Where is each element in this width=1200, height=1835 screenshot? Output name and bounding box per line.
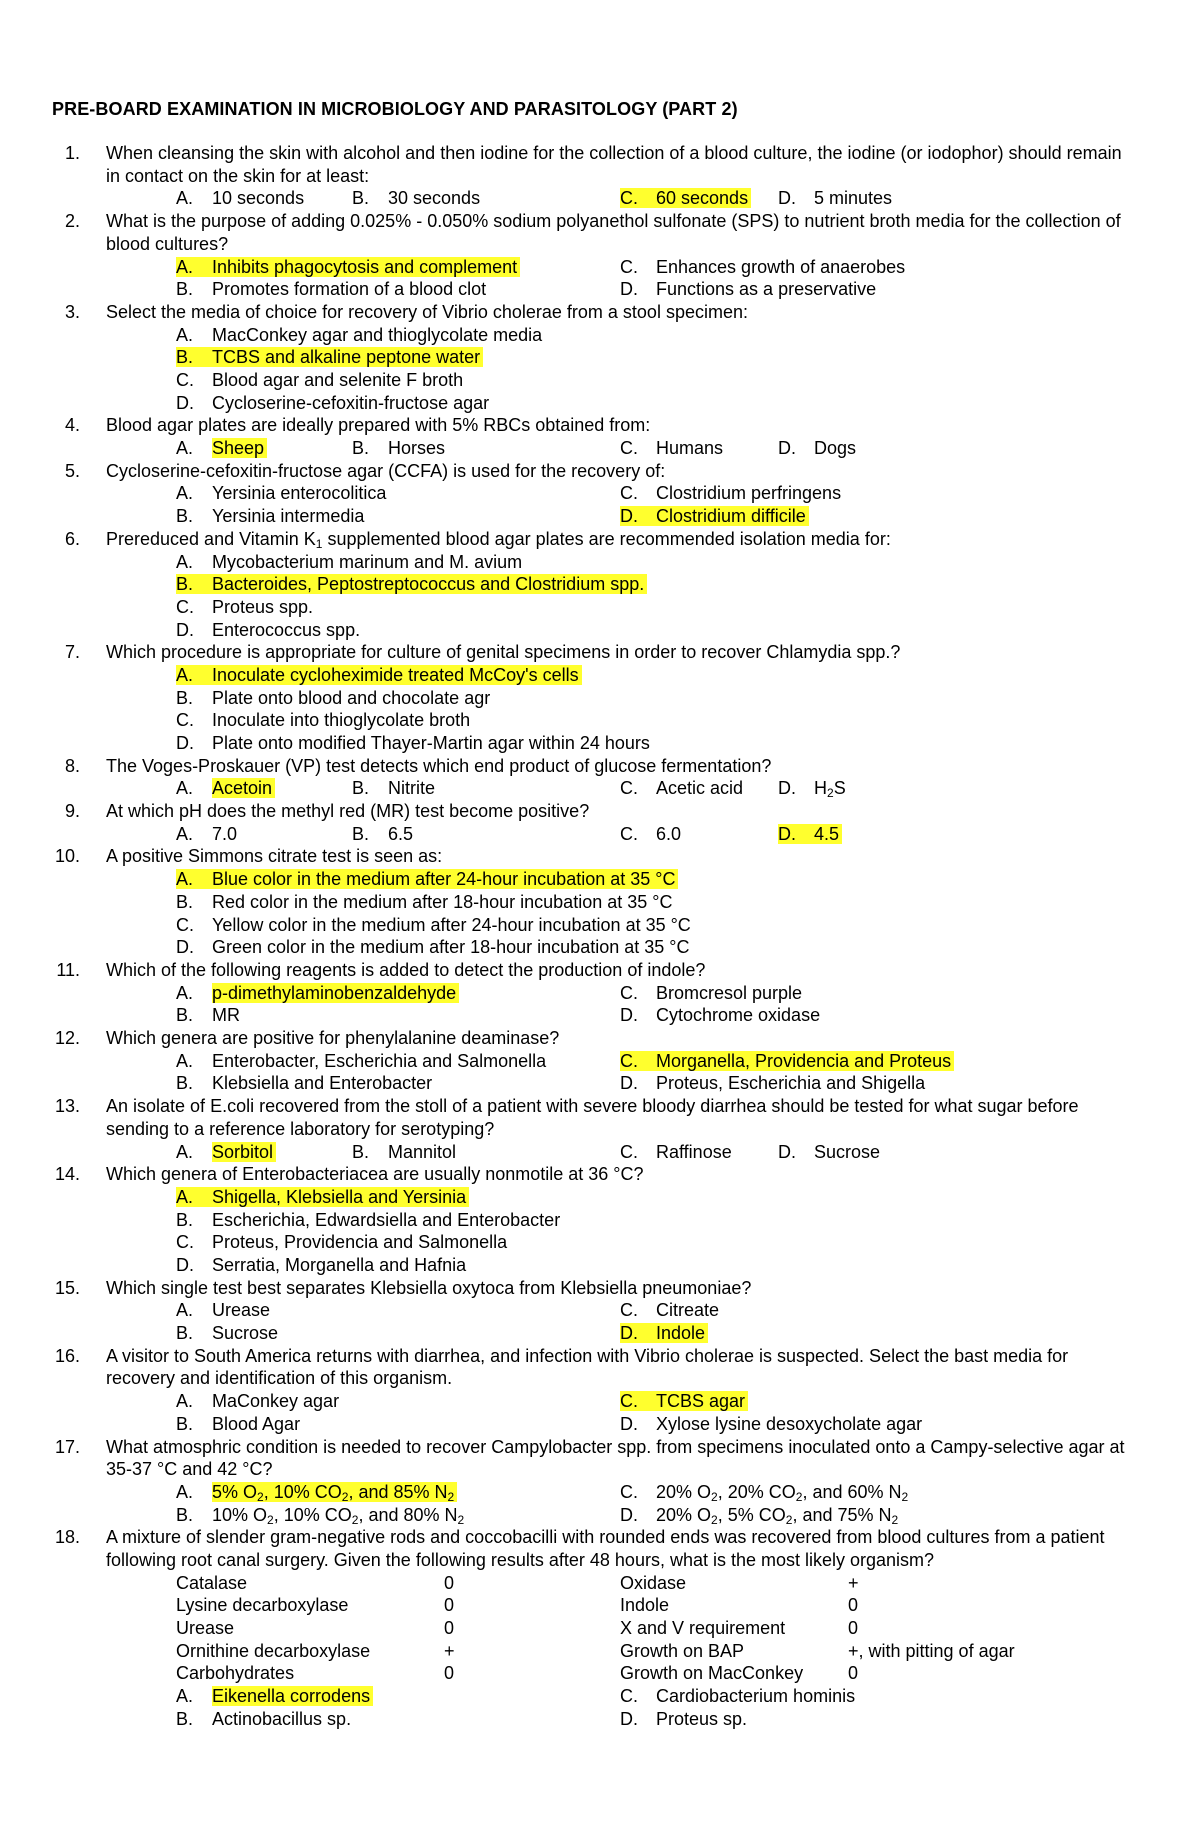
question-number: 11. xyxy=(56,959,80,980)
test-row xyxy=(0,1617,1200,1640)
question-number: 4. xyxy=(64,415,80,436)
option-d: D. 20% $O_2$, 5% $CO_2$, and 75% $N_2$ xyxy=(620,1504,899,1527)
options-row xyxy=(0,482,1200,505)
option-b: B. Mannitol xyxy=(352,1141,457,1162)
option-b: B. Klebsiella and Enterobacter xyxy=(176,1073,433,1094)
test-row xyxy=(0,1572,1200,1595)
answer-highlight: 5% $O_2$, 10% $CO_2$, and 85% $N_2$ xyxy=(212,1482,457,1502)
question-number: 15. xyxy=(54,1277,80,1298)
question-6 xyxy=(0,528,1200,641)
option-c: C. Inoculate into thioglycolate broth xyxy=(176,710,471,731)
option-a: A. 10 seconds xyxy=(176,188,305,209)
option-c: C. Blood agar and selenite F broth xyxy=(176,369,464,390)
test-value: 0 xyxy=(444,1572,455,1593)
question-number: 17. xyxy=(54,1436,80,1457)
options-row xyxy=(0,1685,1200,1708)
question-number: 16. xyxy=(54,1345,80,1366)
question-2 xyxy=(0,210,1200,301)
options-row xyxy=(0,1004,1200,1027)
option-a: A. Mycobacterium marinum and M. avium xyxy=(176,551,523,572)
option-row xyxy=(0,346,1200,369)
option-a: A. Yersinia enterocolitica xyxy=(176,483,387,504)
option-c xyxy=(620,187,751,210)
test-name: X and V requirement xyxy=(620,1618,786,1639)
question-stem: An isolate of E.coli recovered from the stoll of a patient with severe bloody diarrhea should be tested for what sugar before sending to a reference laboratory for serotyping? xyxy=(106,1096,1079,1139)
option-a: A. 7.0 xyxy=(176,823,238,844)
answer-highlight: B. TCBS and alkaline peptone water xyxy=(176,347,483,367)
question-15 xyxy=(0,1277,1200,1345)
option-c xyxy=(620,1390,748,1413)
question-1 xyxy=(0,142,1200,210)
question-stem: The Voges-Proskauer (VP) test detects which end product of glucose fermentation? xyxy=(106,755,772,776)
answer-highlight: D. Clostridium difficile xyxy=(620,506,809,526)
option-d: D. Serratia, Morganella and Hafnia xyxy=(176,1254,467,1275)
options-row xyxy=(0,1050,1200,1073)
answer-highlight: A. Shigella, Klebsiella and Yersinia xyxy=(176,1187,469,1207)
question-number: 14. xyxy=(54,1164,80,1185)
option-c: C. Cardiobacterium hominis xyxy=(620,1686,856,1707)
option-a xyxy=(176,868,678,891)
test-value: 0 xyxy=(848,1595,859,1616)
option-row xyxy=(0,392,1200,415)
option-b: B. 10% $O_2$, 10% $CO_2$, and 80% $N_2$ xyxy=(176,1504,465,1527)
question-number: 13. xyxy=(54,1096,80,1117)
option-a xyxy=(176,664,582,687)
test-value: +, with pitting of agar xyxy=(848,1640,1015,1661)
question-number: 9. xyxy=(64,801,80,822)
option-c: C. Citreate xyxy=(620,1300,720,1321)
test-name: Growth on MacConkey xyxy=(620,1663,804,1684)
option-a xyxy=(176,256,520,279)
question-3 xyxy=(0,301,1200,414)
answer-highlight: B. Bacteroides, Peptostreptococcus and Clostridium spp. xyxy=(176,574,647,594)
answer-highlight: Acetoin xyxy=(212,778,275,798)
option-c xyxy=(620,1050,954,1073)
options-row xyxy=(0,1708,1200,1731)
question-number: 2. xyxy=(64,211,80,232)
option-row xyxy=(0,709,1200,732)
question-stem: Which genera are positive for phenylalanine deaminase? xyxy=(106,1028,560,1049)
answer-highlight: C. Morganella, Providencia and Proteus xyxy=(620,1051,954,1071)
option-row xyxy=(0,732,1200,755)
options-row xyxy=(0,1299,1200,1322)
question-number: 5. xyxy=(64,460,80,481)
option-d xyxy=(778,823,842,846)
answer-highlight: A. Inhibits phagocytosis and complement xyxy=(176,257,520,277)
question-stem: Cycloserine-cefoxitin-fructose agar (CCFA) is used for the recovery of: xyxy=(106,460,666,481)
options-row xyxy=(0,1322,1200,1345)
test-name: Ornithine decarboxylase xyxy=(176,1640,371,1661)
option-b: B. 6.5 xyxy=(352,823,414,844)
option-d xyxy=(620,505,809,528)
question-number: 12. xyxy=(54,1028,80,1049)
options-row xyxy=(0,187,1200,210)
test-name: Oxidase xyxy=(620,1572,687,1593)
question-number: 6. xyxy=(64,528,80,549)
option-row xyxy=(0,936,1200,959)
option-c: C. Proteus, Providencia and Salmonella xyxy=(176,1232,508,1253)
test-name: Catalase xyxy=(176,1572,248,1593)
question-18 xyxy=(0,1526,1200,1730)
test-results-table xyxy=(0,1572,1200,1685)
answer-highlight: C. TCBS agar xyxy=(620,1391,748,1411)
option-d: D. $H_2S$ xyxy=(778,778,846,801)
answer-highlight: Sheep xyxy=(212,438,267,458)
option-b: B. 30 seconds xyxy=(352,188,481,209)
answer-highlight: A. Inoculate cycloheximide treated McCoy's cells xyxy=(176,665,582,685)
options-row xyxy=(0,982,1200,1005)
question-16 xyxy=(0,1345,1200,1436)
answer-highlight: p-dimethylaminobenzaldehyde xyxy=(212,983,459,1003)
page-title: PRE-BOARD EXAMINATION IN MICROBIOLOGY AND PARASITOLOGY (PART 2) xyxy=(52,99,738,119)
test-value: + xyxy=(848,1572,859,1593)
question-stem: Which procedure is appropriate for culture of genital specimens in order to recover Chlamydia spp.? xyxy=(106,642,901,663)
test-value: 0 xyxy=(444,1618,455,1639)
option-d: D. Xylose lysine desoxycholate agar xyxy=(620,1413,923,1434)
option-d: D. Enterococcus spp. xyxy=(176,619,361,640)
option-row xyxy=(0,1231,1200,1254)
question-9 xyxy=(0,800,1200,845)
question-7 xyxy=(0,641,1200,754)
test-name: Urease xyxy=(176,1618,235,1639)
question-number: 7. xyxy=(64,642,80,663)
question-stem: At which pH does the methyl red (MR) test become positive? xyxy=(106,801,590,822)
option-c: C. Humans xyxy=(620,438,724,459)
option-b: B. Plate onto blood and chocolate agr xyxy=(176,687,491,708)
answer-highlight: D. 4.5 xyxy=(778,824,842,844)
question-12 xyxy=(0,1027,1200,1095)
option-a: A. p-dimethylaminobenzaldehyde xyxy=(176,982,459,1005)
question-8 xyxy=(0,755,1200,800)
question-number: 1. xyxy=(64,143,80,163)
option-row xyxy=(0,914,1200,937)
answer-highlight: A. Blue color in the medium after 24-hour incubation at 35 °C xyxy=(176,869,678,889)
options-row xyxy=(0,1141,1200,1164)
question-number: 8. xyxy=(64,755,80,776)
option-d: D. Green color in the medium after 18-hour incubation at 35 °C xyxy=(176,937,690,958)
option-row xyxy=(0,687,1200,710)
test-value: + xyxy=(444,1640,455,1661)
answer-highlight: C. 60 seconds xyxy=(620,188,751,208)
option-b: B. Blood Agar xyxy=(176,1413,301,1434)
test-row xyxy=(0,1594,1200,1617)
question-stem: A positive Simmons citrate test is seen as: xyxy=(106,846,443,867)
test-name: Growth on BAP xyxy=(620,1640,745,1661)
option-row xyxy=(0,619,1200,642)
question-17 xyxy=(0,1436,1200,1527)
option-d: D. Sucrose xyxy=(778,1141,881,1162)
question-stem: What is the purpose of adding 0.025% - 0.050% sodium polyanethol sulfonate (SPS) to nutrient broth media for the collection of blood cultures? xyxy=(106,211,1121,254)
question-stem: A mixture of slender gram-negative rods and coccobacilli with rounded ends was recovered from blood cultures from a patient following root canal surgery. Given the following results after 48 hours, what is the most likely organism? xyxy=(106,1527,1105,1570)
answer-highlight: Eikenella corrodens xyxy=(212,1686,373,1706)
test-row xyxy=(0,1640,1200,1663)
option-a: A. Sorbitol xyxy=(176,1141,276,1164)
option-a: A. Urease xyxy=(176,1300,271,1321)
question-stem: Which single test best separates Klebsiella oxytoca from Klebsiella pneumoniae? xyxy=(106,1277,752,1298)
option-b: B. Sucrose xyxy=(176,1323,279,1344)
options-row xyxy=(0,256,1200,279)
option-c: C. Enhances growth of anaerobes xyxy=(620,256,906,277)
option-c: C. Proteus spp. xyxy=(176,596,314,617)
option-d: D. Dogs xyxy=(778,438,857,459)
question-number: 3. xyxy=(64,301,80,322)
option-row xyxy=(0,596,1200,619)
option-row xyxy=(0,664,1200,687)
test-name: Lysine decarboxylase xyxy=(176,1595,349,1616)
option-d: D. Functions as a preservative xyxy=(620,279,877,300)
options-row xyxy=(0,1413,1200,1436)
option-b: B. Nitrite xyxy=(352,778,436,799)
option-row xyxy=(0,573,1200,596)
options-row xyxy=(0,1504,1200,1527)
question-stem: When cleansing the skin with alcohol and then iodine for the collection of a blood culture, the iodine (or iodophor) should remain in contact on the skin for at least: xyxy=(106,143,1122,186)
question-number: 18. xyxy=(54,1527,80,1548)
option-row xyxy=(0,868,1200,891)
answer-highlight: Sorbitol xyxy=(212,1142,276,1162)
question-stem: Select the media of choice for recovery of Vibrio cholerae from a stool specimen: xyxy=(106,301,748,322)
question-11 xyxy=(0,959,1200,1027)
test-name: Carbohydrates xyxy=(176,1663,295,1684)
option-d: D. Plate onto modified Thayer-Martin agar within 24 hours xyxy=(176,733,650,754)
question-stem: Which of the following reagents is added to detect the production of indole? xyxy=(106,959,706,980)
test-name: Indole xyxy=(620,1595,670,1616)
options-row xyxy=(0,437,1200,460)
question-stem: Which genera of Enterobacteriacea are usually nonmotile at 36 °C? xyxy=(106,1164,644,1185)
question-5 xyxy=(0,460,1200,528)
option-d: D. Proteus sp. xyxy=(620,1708,748,1729)
option-b: B. Escherichia, Edwardsiella and Enterobacter xyxy=(176,1209,561,1230)
option-b: B. MR xyxy=(176,1005,240,1026)
options-row xyxy=(0,1390,1200,1413)
option-a: A. 5% $O_2$, 10% $CO_2$, and 85% $N_2$ xyxy=(176,1481,457,1504)
test-value: 0 xyxy=(444,1595,455,1616)
question-number: 10. xyxy=(54,846,80,867)
options-row xyxy=(0,278,1200,301)
question-stem: Blood agar plates are ideally prepared with 5% RBCs obtained from: xyxy=(106,415,651,436)
option-b: B. Promotes formation of a blood clot xyxy=(176,279,487,300)
option-b: B. Yersinia intermedia xyxy=(176,506,365,527)
option-b: B. Actinobacillus sp. xyxy=(176,1708,352,1729)
option-b xyxy=(176,346,483,369)
option-a: A. Acetoin xyxy=(176,777,275,800)
options-row xyxy=(0,823,1200,846)
test-value: 0 xyxy=(848,1663,859,1684)
option-a: A. MaConkey agar xyxy=(176,1391,340,1412)
option-a xyxy=(176,1186,469,1209)
test-row xyxy=(0,1662,1200,1685)
option-a: A. Enterobacter, Escherichia and Salmonella xyxy=(176,1050,547,1071)
options-row xyxy=(0,777,1200,800)
option-d xyxy=(620,1322,708,1345)
question-list xyxy=(0,142,1200,1731)
question-14 xyxy=(0,1163,1200,1276)
option-c: C. 6.0 xyxy=(620,823,682,844)
option-c: C. Clostridium perfringens xyxy=(620,483,842,504)
option-row xyxy=(0,1254,1200,1277)
option-c: C. Yellow color in the medium after 24-hour incubation at 35 °C xyxy=(176,914,691,935)
option-b xyxy=(176,573,647,596)
option-c: C. 20% $O_2$, 20% $CO_2$, and 60% $N_2$ xyxy=(620,1481,909,1504)
option-c: C. Bromcresol purple xyxy=(620,982,803,1003)
question-4 xyxy=(0,414,1200,459)
question-stem: A visitor to South America returns with diarrhea, and infection with Vibrio cholerae is suspected. Select the bast media for recovery and identification of this organism. xyxy=(106,1345,1069,1389)
question-stem: Prereduced and Vitamin $K_1$ supplemented blood agar plates are recommended isolation media for: xyxy=(106,528,891,551)
option-row xyxy=(0,551,1200,574)
option-a: A. Eikenella corrodens xyxy=(176,1685,373,1708)
option-row xyxy=(0,891,1200,914)
question-10 xyxy=(0,845,1200,958)
option-b: B. Red color in the medium after 18-hour incubation at 35 °C xyxy=(176,891,673,912)
answer-highlight: D. Indole xyxy=(620,1323,708,1343)
options-row xyxy=(0,1072,1200,1095)
option-c: C. Raffinose xyxy=(620,1141,732,1162)
option-d: D. Proteus, Escherichia and Shigella xyxy=(620,1073,926,1094)
option-row xyxy=(0,1186,1200,1209)
option-d: D. 5 minutes xyxy=(778,188,893,209)
option-row xyxy=(0,1209,1200,1232)
option-d: D. Cycloserine-cefoxitin-fructose agar xyxy=(176,392,490,413)
options-row xyxy=(0,1481,1200,1504)
options-row xyxy=(0,505,1200,528)
option-a: A. Sheep xyxy=(176,437,267,460)
question-13 xyxy=(0,1095,1200,1163)
option-d: D. Cytochrome oxidase xyxy=(620,1005,821,1026)
test-value: 0 xyxy=(848,1618,859,1639)
option-row xyxy=(0,369,1200,392)
option-row xyxy=(0,324,1200,347)
question-stem: What atmosphric condition is needed to recover Campylobacter spp. from specimens inoculated onto a Campy-selective agar at 35-37 °C and 42 °C? xyxy=(106,1436,1125,1480)
option-b: B. Horses xyxy=(352,438,446,459)
test-value: 0 xyxy=(444,1663,455,1684)
option-c: C. Acetic acid xyxy=(620,778,744,799)
option-a: A. MacConkey agar and thioglycolate media xyxy=(176,324,543,345)
